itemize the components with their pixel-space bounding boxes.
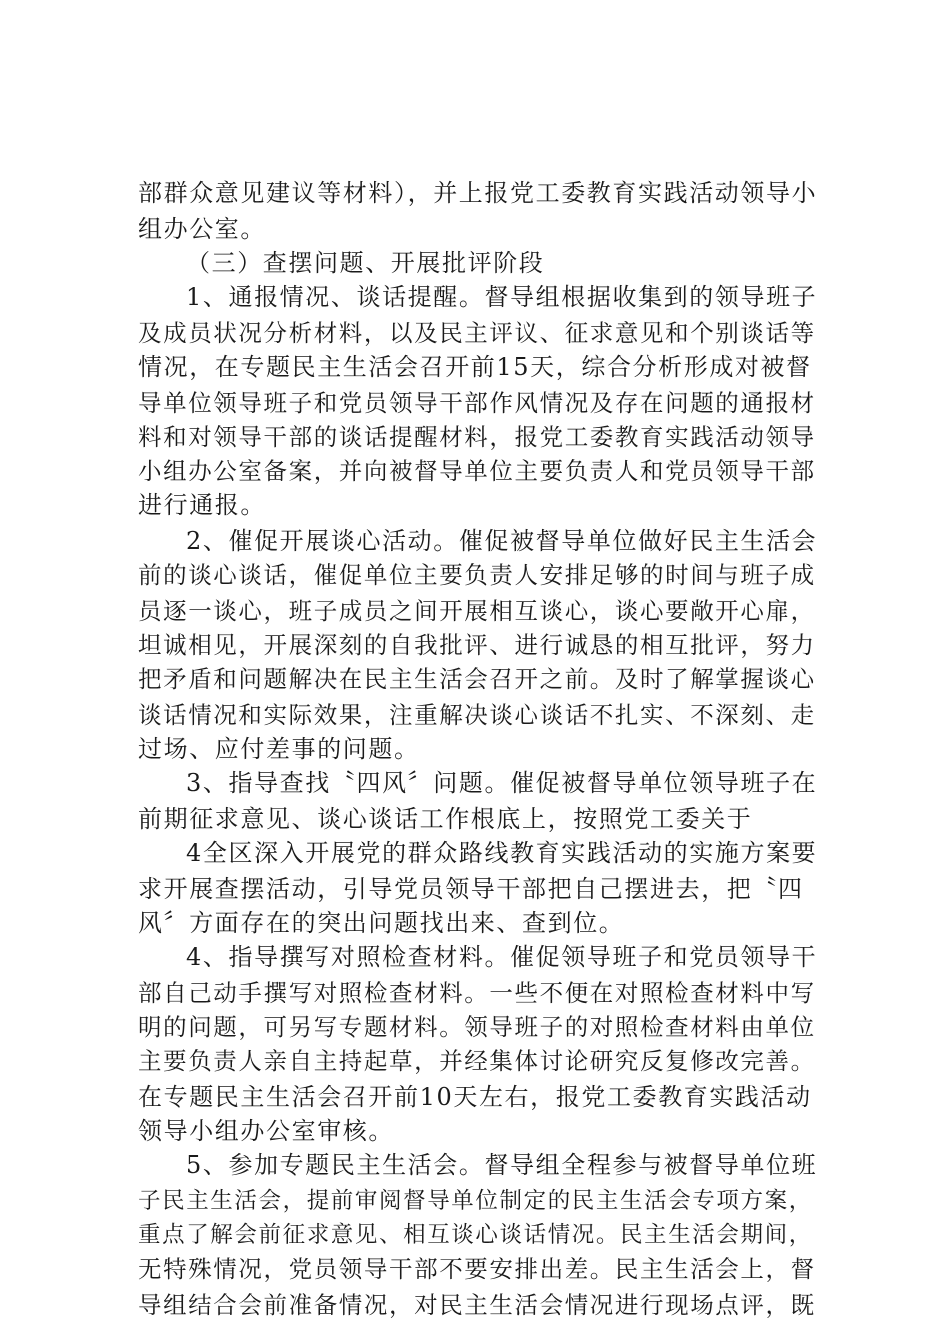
text-line: 4、指导撰写对照检查材料。催促领导班子和党员领导干 bbox=[186, 943, 818, 971]
text-line: 导组结合会前准备情况，对民主生活会情况进行现场点评，既 bbox=[138, 1291, 816, 1319]
text-line: 明的问题，可另写专题材料。领导班子的对照检查材料由单位 bbox=[138, 1013, 816, 1041]
text-line: 情况，在专题民主生活会召开前15天，综合分析形成对被督 bbox=[138, 353, 812, 381]
text-line: 5、参加专题民主生活会。督导组全程参与被督导单位班 bbox=[186, 1151, 818, 1179]
text-line: 在专题民主生活会召开前10天左右，报党工委教育实践活动 bbox=[138, 1083, 812, 1111]
section-heading: （三）查摆问题、开展批评阶段 bbox=[186, 249, 545, 277]
text-line: 进行通报。 bbox=[138, 491, 266, 519]
text-line: 员逐一谈心，班子成员之间开展相互谈心，谈心要敞开心扉， bbox=[138, 597, 816, 625]
text-line: 无特殊情况，党员领导干部不要安排出差。民主生活会上，督 bbox=[138, 1255, 816, 1283]
text-line: 重点了解会前征求意见、相互谈心谈话情况。民主生活会期间， bbox=[138, 1222, 813, 1248]
text-line: 部群众意见建议等材料），并上报党工委教育实践活动领导小 bbox=[138, 179, 818, 207]
text-line: 料和对领导干部的谈话提醒材料，报党工委教育实践活动领导 bbox=[138, 423, 816, 451]
text-line: 小组办公室备案，并向被督导单位主要负责人和党员领导干部 bbox=[138, 457, 816, 485]
text-line: 风〞方面存在的突出问题找出来、查到位。 bbox=[138, 909, 625, 937]
text-line: 1、通报情况、谈话提醒。督导组根据收集到的领导班子 bbox=[186, 283, 818, 311]
text-line: 组办公室。 bbox=[138, 215, 266, 243]
text-line: 领导小组办公室审核。 bbox=[138, 1117, 394, 1145]
text-line: 主要负责人亲自主持起草，并经集体讨论研究反复修改完善。 bbox=[138, 1047, 816, 1075]
text-line: 前的谈心谈话，催促单位主要负责人安排足够的时间与班子成 bbox=[138, 561, 816, 589]
text-line: 2、催促开展谈心活动。催促被督导单位做好民主生活会 bbox=[186, 527, 818, 555]
text-line: 过场、应付差事的问题。 bbox=[138, 735, 420, 763]
text-line: 部自己动手撰写对照检查材料。一些不便在对照检查材料中写 bbox=[138, 979, 816, 1007]
text-line: 4全区深入开展党的群众路线教育实践活动的实施方案要 bbox=[186, 839, 818, 867]
text-line: 把矛盾和问题解决在民主生活会召开之前。及时了解掌握谈心 bbox=[138, 665, 816, 693]
text-line: 3、指导查找〝四风〞问题。催促被督导单位领导班子在 bbox=[186, 769, 818, 797]
text-line: 谈话情况和实际效果，注重解决谈心谈话不扎实、不深刻、走 bbox=[138, 701, 816, 729]
text-line: 子民主生活会，提前审阅督导单位制定的民主生活会专项方案， bbox=[138, 1188, 813, 1214]
text-line: 导单位领导班子和党员领导干部作风情况及存在问题的通报材 bbox=[138, 389, 816, 417]
text-line: 求开展查摆活动，引导党员领导干部把自己摆进去，把〝四 bbox=[138, 875, 804, 903]
text-line: 坦诚相见，开展深刻的自我批评、进行诚恳的相互批评，努力 bbox=[138, 631, 816, 659]
text-line: 及成员状况分析材料，以及民主评议、征求意见和个别谈话等 bbox=[138, 319, 816, 347]
text-line: 前期征求意见、谈心谈话工作根底上，按照党工委关于 bbox=[138, 805, 753, 833]
